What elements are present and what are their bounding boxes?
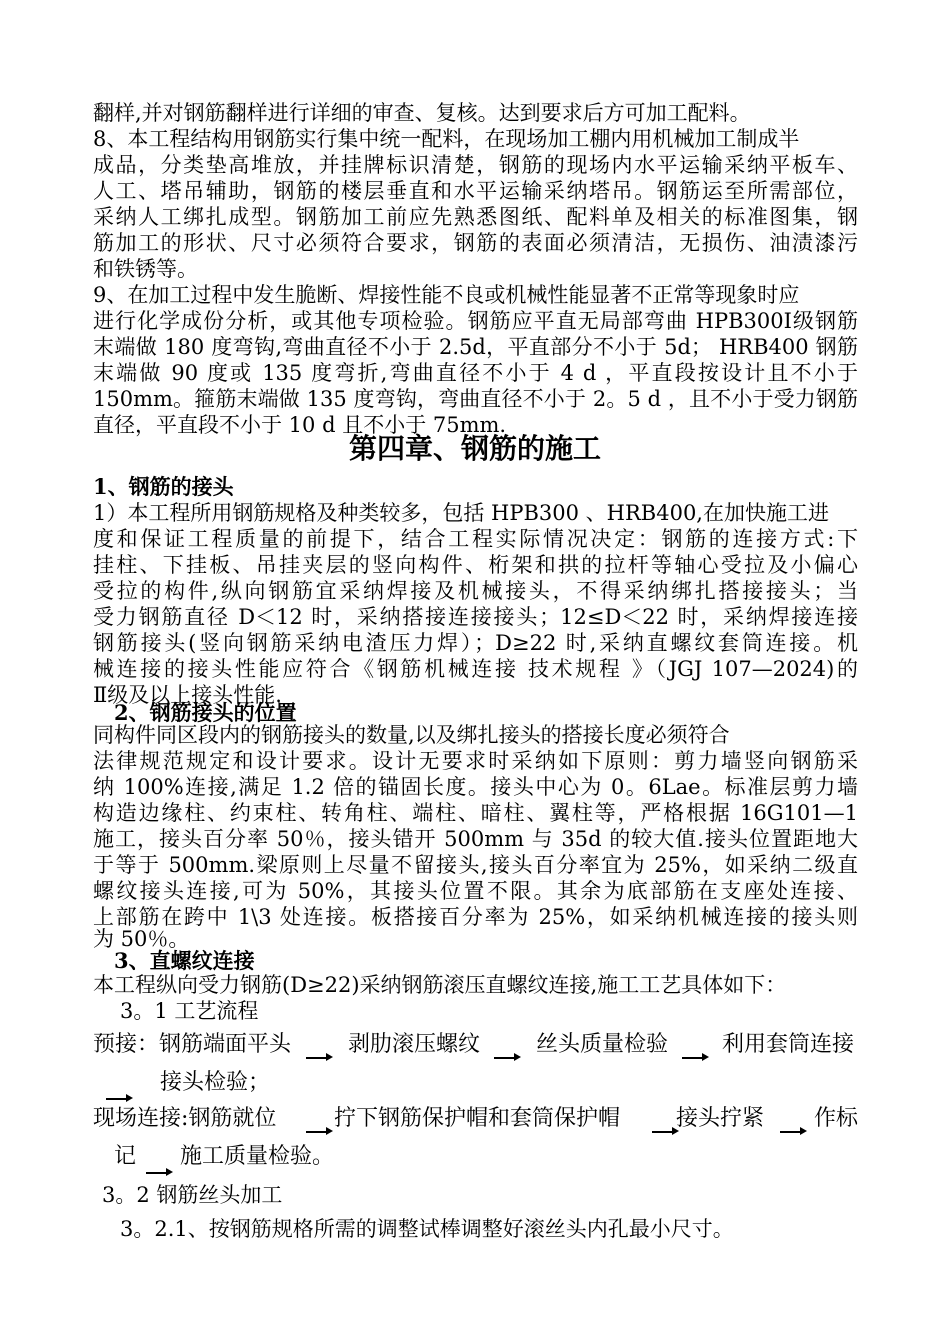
flow-step: 记 bbox=[114, 1144, 137, 1169]
arrow-icon bbox=[326, 1053, 333, 1061]
text-line: 构造边缘柱、约束柱、转角柱、端柱、暗柱、翼柱等，严格根据 16G101—1 bbox=[93, 801, 858, 825]
text-line: 翻样,并对钢筋翻样进行详细的审查、复核。达到要求后方可加工配料。 bbox=[93, 101, 751, 125]
text-line: 3。2.1、按钢筋规格所需的调整试棒调整好滚丝头内孔最小尺寸。 bbox=[120, 1217, 734, 1241]
flow-site-label: 现场连接:钢筋就位 bbox=[93, 1106, 277, 1131]
arrow-icon bbox=[800, 1127, 807, 1135]
arrow-icon bbox=[146, 1172, 168, 1174]
flow-step: 作标 bbox=[814, 1106, 859, 1131]
subsection-title: 3。2 钢筋丝头加工 bbox=[102, 1183, 283, 1207]
text-line: 进行化学成份分析，或其他专项检验。钢筋应平直无局部弯曲 HPB300I级钢筋 bbox=[93, 309, 858, 333]
text-line: 直径，平直段不小于 10 d 且不小于 75mm. bbox=[93, 413, 507, 437]
flow-prejoin-label: 预接：钢筋端面平头 bbox=[93, 1032, 292, 1057]
text-line: 人工、塔吊辅助，钢筋的楼层垂直和水平运输采纳塔吊。钢筋运至所需部位， bbox=[93, 179, 858, 203]
arrow-icon bbox=[326, 1127, 333, 1135]
flow-step: 丝头质量检验 bbox=[536, 1032, 669, 1057]
text-line: 度和保证工程质量的前提下，结合工程实际情况决定：钢筋的连接方式:下 bbox=[93, 527, 858, 551]
text-line: Ⅱ级及以上接头性能. bbox=[93, 683, 282, 707]
arrow-icon bbox=[514, 1053, 521, 1061]
text-line: 1）本工程所用钢筋规格及种类较多，包括 HPB300 、HRB400,在加快施工进 bbox=[93, 501, 829, 525]
arrow-icon bbox=[652, 1131, 674, 1133]
text-line: 施工，接头百分率 50％，接头错开 500mm 与 35d 的较大值.接头位置距地大 bbox=[93, 827, 858, 851]
text-line: 为 50％。 bbox=[93, 927, 190, 951]
flow-step: 拧下钢筋保护帽和套筒保护帽 bbox=[334, 1106, 621, 1131]
arrow-icon bbox=[106, 1098, 128, 1100]
text-line: 纳 100%连接,满足 1.2 倍的锚固长度。接头中心为 0。6Lae。标准层剪力墙 bbox=[93, 775, 858, 799]
arrow-icon bbox=[306, 1057, 328, 1059]
text-line: 螺纹接头连接,可为 50%，其接头位置不限。其余为底部筋在支座处连接、 bbox=[93, 879, 858, 903]
arrow-icon bbox=[494, 1057, 516, 1059]
text-line: 钢筋接头(竖向钢筋采纳电渣压力焊）；D≥22 时,采纳直螺纹套筒连接。机 bbox=[93, 631, 858, 655]
text-line: 于等于 500mm.梁原则上尽量不留接头,接头百分率宜为 25%，如采纳二级直 bbox=[93, 853, 858, 877]
text-line: 和铁锈等。 bbox=[93, 257, 198, 281]
arrow-icon bbox=[780, 1131, 802, 1133]
text-line: 受拉的构件,纵向钢筋宜采纳焊接及机械接头，不得采纳绑扎搭接接头；当 bbox=[93, 579, 858, 603]
subsection-title: 3。1 工艺流程 bbox=[120, 999, 259, 1023]
text-line: 末端做 180 度弯钩,弯曲直径不小于 2.5d，平直部分不小于 5d； HRB400 钢筋 bbox=[93, 335, 858, 359]
text-line: 筋加工的形状、尺寸必须符合要求，钢筋的表面必须清洁，无损伤、油渍漆污 bbox=[93, 231, 858, 255]
text-line: 本工程纵向受力钢筋(D≥22)采纳钢筋滚压直螺纹连接,施工工艺具体如下： bbox=[93, 973, 787, 997]
text-line: 法律规范规定和设计要求。设计无要求时采纳如下原则：剪力墙竖向钢筋采 bbox=[93, 749, 858, 773]
text-line: 受力钢筋直径 D＜12 时，采纳搭接连接接头；12≤D＜22 时，采纳焊接连接 bbox=[93, 605, 858, 629]
text-line: 挂柱、下挂板、吊挂夹层的竖向构件、桁架和拱的拉杆等轴心受拉及小偏心 bbox=[93, 553, 858, 577]
flow-step: 接头检验； bbox=[160, 1070, 271, 1095]
text-line: 成品，分类垫高堆放，并挂牌标识清楚，钢筋的现场内水平运输采纳平板车、 bbox=[93, 153, 858, 177]
text-line: 械连接的接头性能应符合《钢筋机械连接 技术规程 》（JGJ 107—2024)的 bbox=[93, 657, 858, 681]
section-heading: 1、钢筋的接头 bbox=[93, 474, 234, 499]
text-line: 150mm。箍筋末端做 135 度弯钩，弯曲直径不小于 2。5 d ，且不小于受力钢筋 bbox=[93, 387, 858, 411]
arrow-icon bbox=[126, 1094, 133, 1102]
arrow-icon bbox=[306, 1131, 328, 1133]
arrow-icon bbox=[702, 1053, 709, 1061]
text-line: 末端做 90 度或 135 度弯折,弯曲直径不小于 4 d ，平直段按设计且不小于 bbox=[93, 361, 858, 385]
text-line: 9、在加工过程中发生脆断、焊接性能不良或机械性能显著不正常等现象时应 bbox=[93, 283, 800, 307]
section-heading: 2、钢筋接头的位置 bbox=[114, 700, 297, 725]
text-line: 采纳人工绑扎成型。钢筋加工前应先熟悉图纸、配料单及相关的标准图集，钢 bbox=[93, 205, 858, 229]
arrow-icon bbox=[166, 1168, 173, 1176]
flow-step: 利用套筒连接 bbox=[722, 1032, 855, 1057]
text-line: 上部筋在跨中 1\3 处连接。板搭接百分率为 25%，如采纳机械连接的接头则 bbox=[93, 905, 858, 929]
flow-step: 施工质量检验。 bbox=[180, 1144, 335, 1169]
flow-step: 剥肋滚压螺纹 bbox=[348, 1032, 481, 1057]
chapter-title: 第四章、钢筋的施工 bbox=[348, 432, 601, 465]
text-line: 8、本工程结构用钢筋实行集中统一配料，在现场加工棚内用机械加工制成半 bbox=[93, 127, 800, 151]
section-heading: 3、直螺纹连接 bbox=[114, 948, 255, 973]
arrow-icon bbox=[682, 1057, 704, 1059]
flow-step: 接头拧紧 bbox=[676, 1106, 765, 1131]
text-line: 同构件同区段内的钢筋接头的数量,以及绑扎接头的搭接长度必须符合 bbox=[93, 723, 730, 747]
